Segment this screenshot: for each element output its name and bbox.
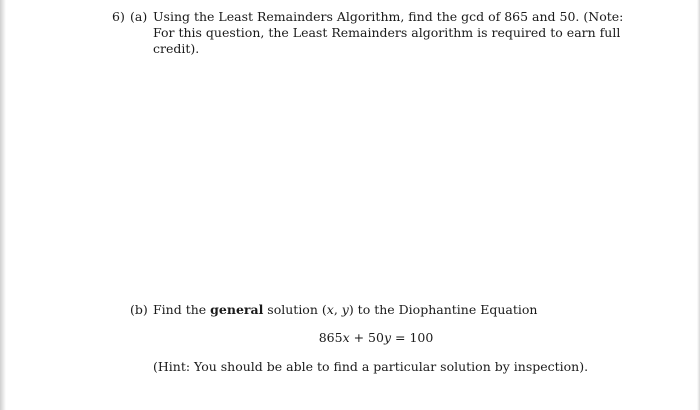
eq-rhs: 100 [409,330,434,345]
var-x: x [326,302,334,317]
eq-var-y: y [383,330,392,345]
eq-var-x: x [342,330,350,345]
eq-plus: + [349,330,369,345]
part-b-label: (b) [130,302,148,317]
part-b-text-before: Find the [153,302,211,317]
part-a-label: (a) [130,9,148,24]
part-a-text-line-1: Using the Least Remainders Algorithm, find the gcd of 865 and 50. (Note: [153,9,624,24]
question-number: 6) [112,9,125,24]
eq-equals: = [391,330,410,345]
part-b-text-end: ) to the Diophantine Equation [348,302,538,317]
page-left-shadow [0,0,6,410]
eq-coef-y: 50 [368,330,384,345]
part-a-text-line-2: For this question, the Least Remainders algorithm is required to earn full [153,25,621,40]
part-b-text-after: solution ( [263,302,327,317]
part-b-text [153,302,537,319]
part-b-bold-word: general [210,302,264,317]
comma: , [333,302,342,317]
hint-text: (Hint: You should be able to find a particular solution by inspection). [153,359,589,374]
diophantine-equation [0,330,700,347]
eq-coef-x: 865 [318,330,343,345]
var-y: y [341,302,349,317]
part-a-text-line-3: credit). [153,41,200,56]
